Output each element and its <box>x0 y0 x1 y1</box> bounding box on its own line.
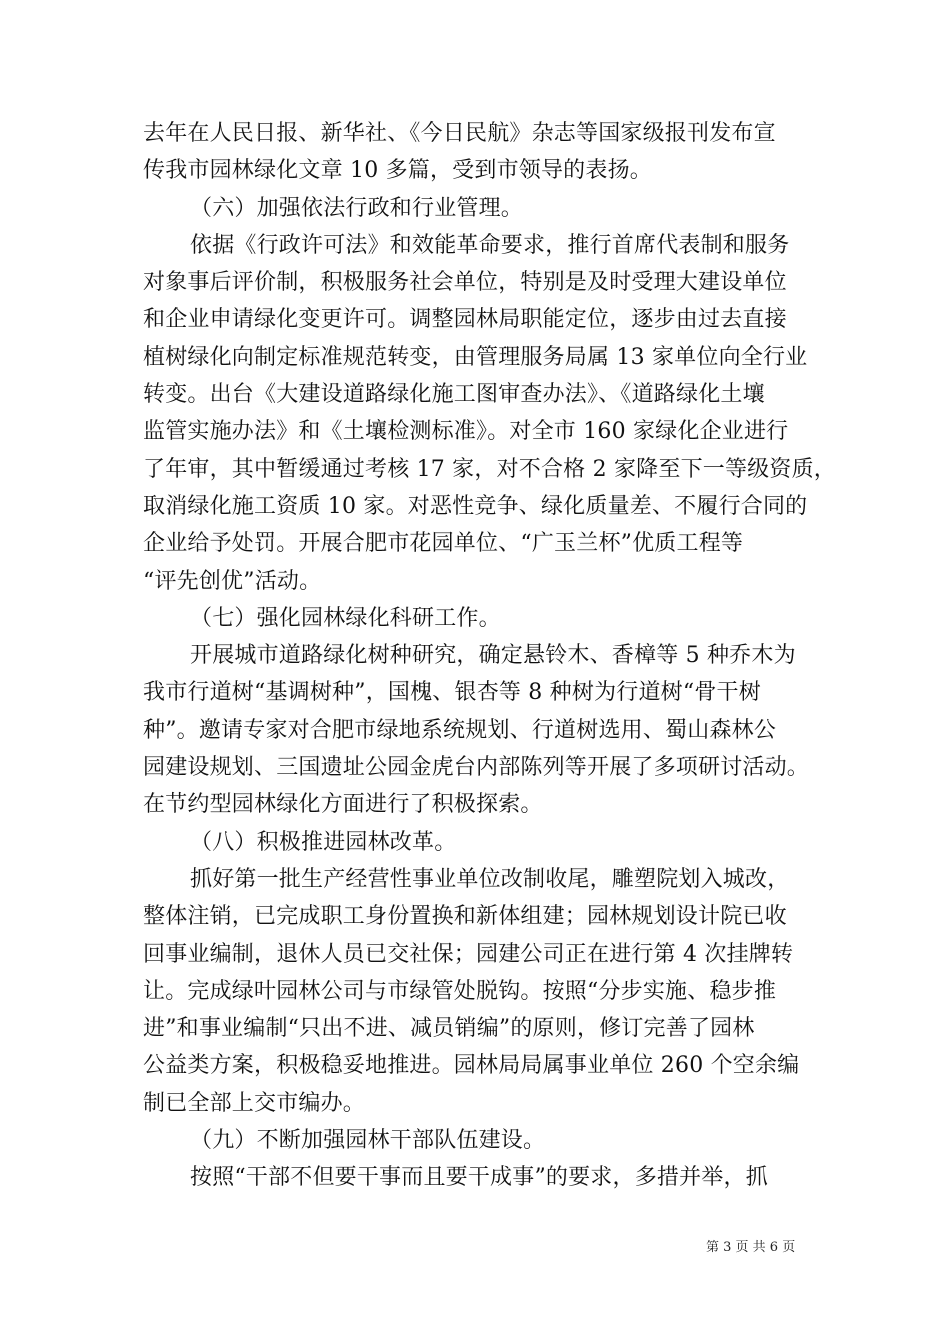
text-line: 和企业申请绿化变更许可。调整园林局职能定位，逐步由过去直接 <box>143 307 787 333</box>
text-line: 制已全部上交市编办。 <box>143 1090 366 1116</box>
text-line: 在节约型园林绿化方面进行了积极探索。 <box>143 792 543 818</box>
text-line: 园建设规划、三国遗址公园金虎台内部陈列等开展了多项研讨活动。 <box>143 755 810 781</box>
text-line: 种”。邀请专家对合肥市绿地系统规划、行道树选用、蜀山森林公 <box>143 717 777 743</box>
text-line: 我市行道树“基调树种”，国槐、银杏等 8 种树为行道树“骨干树 <box>143 680 761 706</box>
section-heading-8: （八）积极推进园林改革。 <box>190 829 457 855</box>
text-line: 了年审，其中暂缓通过考核 17 家，对不合格 2 家降至下一等级资质， <box>143 456 836 482</box>
text-line: 企业给予处罚。开展合肥市花园单位、“广玉兰杯”优质工程等 <box>143 531 744 557</box>
text-line: 传我市园林绿化文章 10 多篇，受到市领导的表扬。 <box>143 158 652 184</box>
section-heading-9: （九）不断加强园林干部队伍建设。 <box>190 1128 546 1154</box>
text-line: 进”和事业编制“只出不进、减员销编”的原则，修订完善了园林 <box>143 1016 755 1042</box>
text-line: 公益类方案，积极稳妥地推进。园林局局属事业单位 260 个空余编 <box>143 1053 800 1079</box>
text-line: 依据《行政许可法》和效能革命要求，推行首席代表制和服务 <box>190 232 790 258</box>
text-line: 抓好第一批生产经营性事业单位改制收尾，雕塑院划入城改， <box>190 866 790 892</box>
text-line: 回事业编制，退休人员已交社保；园建公司正在进行第 4 次挂牌转 <box>143 941 794 967</box>
section-heading-6: （六）加强依法行政和行业管理。 <box>190 195 524 221</box>
text-line: 监管实施办法》和《土壤检测标准》。对全市 160 家绿化企业进行 <box>143 419 789 445</box>
text-line: 整体注销，已完成职工身份置换和新体组建；园林规划设计院已收 <box>143 904 787 930</box>
page-number-footer: 第 3 页 共 6 页 <box>706 1240 796 1255</box>
text-line: 对象事后评价制，积极服务社会单位，特别是及时受理大建设单位 <box>143 270 787 296</box>
text-line: 取消绿化施工资质 10 家。对恶性竞争、绿化质量差、不履行合同的 <box>143 493 808 519</box>
text-line: 开展城市道路绿化树种研究，确定悬铃木、香樟等 5 种乔木为 <box>190 643 796 669</box>
text-line: “评先创优”活动。 <box>143 568 322 594</box>
section-heading-7: （七）强化园林绿化科研工作。 <box>190 605 501 631</box>
text-line: 植树绿化向制定标准规范转变，由管理服务局属 13 家单位向全行业 <box>143 344 808 370</box>
document-body <box>143 115 836 1197</box>
text-line: 让。完成绿叶园林公司与市绿管处脱钩。按照“分步实施、稳步推 <box>143 978 777 1004</box>
text-line: 去年在人民日报、新华社、《今日民航》杂志等国家级报刊发布宣 <box>143 121 776 146</box>
text-line: 转变。出台《大建设道路绿化施工图审查办法》、《道路绿化土壤 <box>143 382 765 408</box>
text-line: 按照“干部不但要干事而且要干成事”的要求，多措并举，抓 <box>190 1165 768 1191</box>
